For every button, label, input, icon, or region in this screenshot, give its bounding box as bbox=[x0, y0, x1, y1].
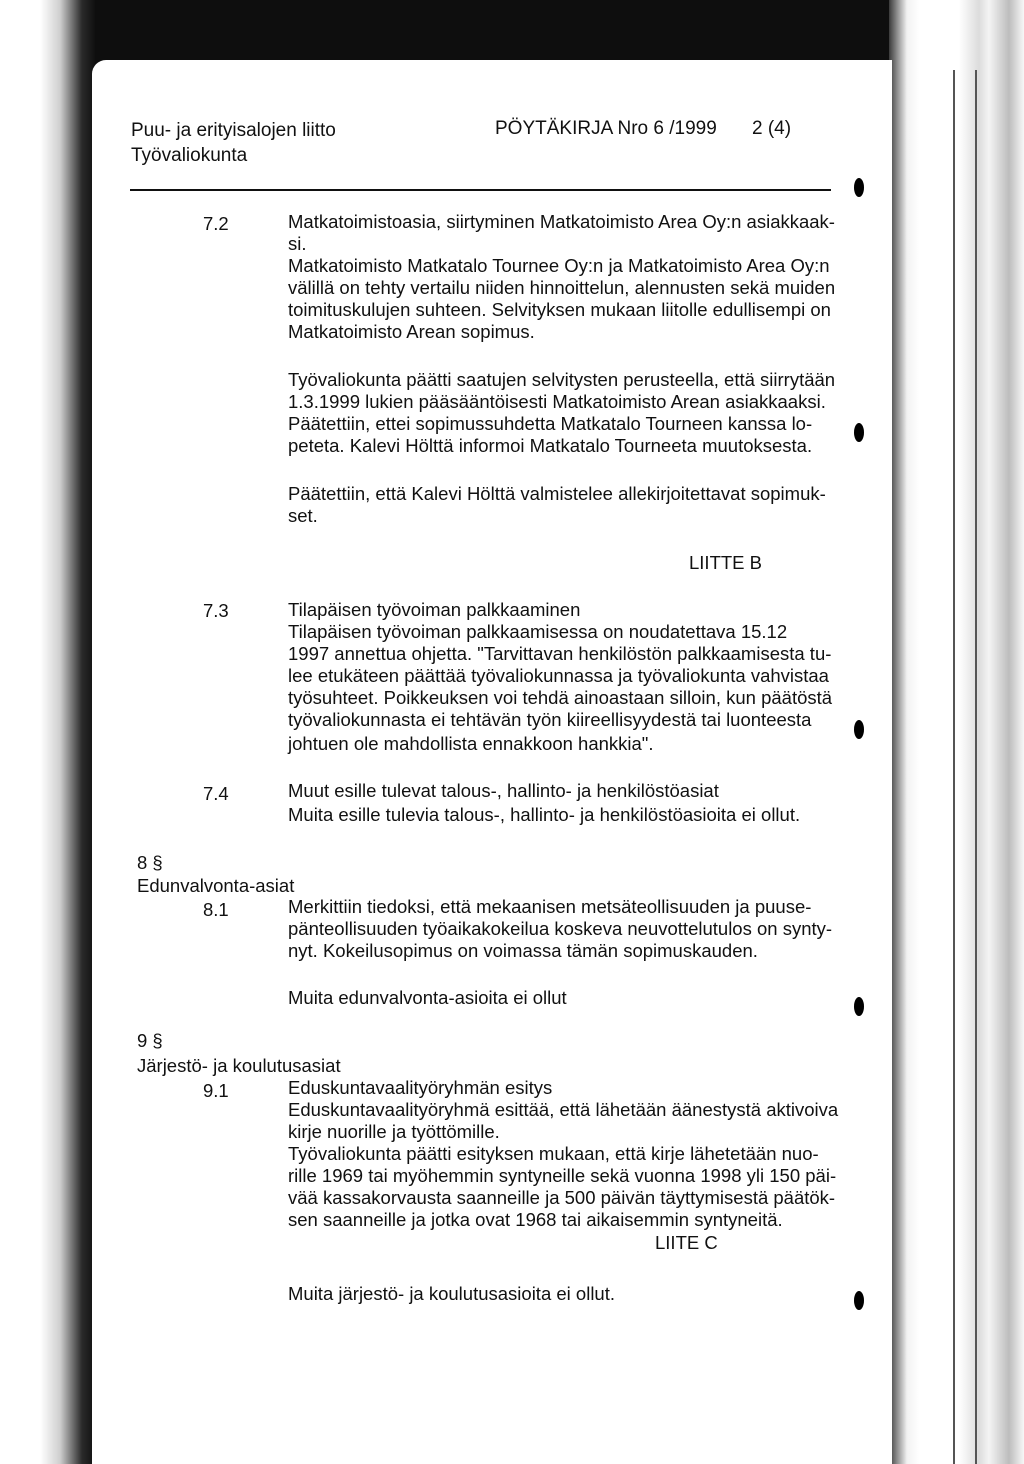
section-number: 8.1 bbox=[203, 899, 229, 920]
text-line: välillä on tehty vertailu niiden hinnoittelun, alennusten sekä muiden bbox=[288, 277, 836, 298]
text-line: Työvaliokunta päätti saatujen selvitysten perusteella, että siirrytään bbox=[288, 369, 836, 390]
section-heading: Muut esille tulevat talous-, hallinto- ja henkilöstöasiat bbox=[288, 780, 719, 801]
text-line: vää kassakorvausta saanneille ja 500 päivän täyttymisestä päätök- bbox=[288, 1187, 836, 1208]
section-number: 9.1 bbox=[203, 1080, 229, 1101]
committee-name: Työvaliokunta bbox=[131, 145, 248, 166]
scan-edge-line bbox=[975, 70, 977, 1464]
text-line: Päätettiin, että Kalevi Hölttä valmistelee allekirjoitettavat sopimuk- bbox=[288, 483, 826, 504]
text-line: johtuen ole mahdollista ennakkoon hankkia". bbox=[288, 733, 654, 754]
punch-hole bbox=[854, 423, 864, 442]
scan-border-right bbox=[889, 0, 1024, 1464]
text-line: 1.3.1999 lukien pääsääntöisesti Matkatoimisto Arean asiakkaaksi. bbox=[288, 391, 826, 412]
text-line: Muita edunvalvonta-asioita ei ollut bbox=[288, 987, 567, 1008]
attachment-label: LIITTE B bbox=[689, 552, 762, 573]
text-line: Matkatoimisto Arean sopimus. bbox=[288, 321, 535, 342]
page-number: 2 (4) bbox=[752, 118, 792, 139]
text-line: työvaliokunnasta ei tehtävän työn kiireellisyydestä tai luonteesta bbox=[288, 709, 812, 730]
text-line: sen saanneille ja jotka ovat 1968 tai aikaisemmin syntyneitä. bbox=[288, 1209, 783, 1230]
text-line: Päätettiin, ettei sopimussuhdetta Matkatalo Tourneen kanssa lo- bbox=[288, 413, 813, 434]
text-line: Tilapäisen työvoiman palkkaamisessa on noudatettava 15.12 bbox=[288, 621, 788, 642]
section-number: 7.3 bbox=[203, 600, 229, 621]
scan-border-left bbox=[0, 0, 95, 1464]
paragraph-sign: 9 § bbox=[137, 1030, 163, 1051]
paragraph-sign: 8 § bbox=[137, 852, 163, 873]
text-line: Matkatoimisto Matkatalo Tournee Oy:n ja Matkatoimisto Area Oy:n bbox=[288, 255, 830, 276]
scan-edge-line bbox=[953, 70, 955, 1464]
text-line: Matkatoimistoasia, siirtyminen Matkatoimisto Area Oy:n asiakkaak- bbox=[288, 211, 835, 232]
punch-hole bbox=[854, 997, 864, 1016]
document-number: PÖYTÄKIRJA Nro 6 /1999 bbox=[495, 118, 717, 139]
header-rule bbox=[130, 189, 831, 191]
text-line: set. bbox=[288, 505, 318, 526]
text-line: Työvaliokunta päätti esityksen mukaan, että kirje lähetetään nuo- bbox=[288, 1143, 819, 1164]
text-line: Muita järjestö- ja koulutusasioita ei ollut. bbox=[288, 1283, 615, 1304]
section-number: 7.2 bbox=[203, 213, 229, 234]
text-line: Merkittiin tiedoksi, että mekaanisen metsäteollisuuden ja puuse- bbox=[288, 896, 812, 917]
section-heading: Tilapäisen työvoiman palkkaaminen bbox=[288, 599, 581, 620]
text-line: kirje nuorille ja työttömille. bbox=[288, 1121, 500, 1142]
section-number: 7.4 bbox=[203, 783, 229, 804]
section-heading: Eduskuntavaalityöryhmän esitys bbox=[288, 1077, 553, 1098]
attachment-label: LIITE C bbox=[655, 1232, 718, 1253]
text-line: nyt. Kokeilusopimus on voimassa tämän sopimuskauden. bbox=[288, 940, 758, 961]
punch-hole bbox=[854, 178, 864, 197]
text-line: Muita esille tulevia talous-, hallinto- ja henkilöstöasioita ei ollut. bbox=[288, 804, 801, 825]
organization-name: Puu- ja erityisalojen liitto bbox=[131, 120, 336, 141]
text-line: lee etukäteen päättää työvaliokunnassa ja työvaliokunta vahvistaa bbox=[288, 665, 829, 686]
paragraph-title: Järjestö- ja koulutusasiat bbox=[137, 1055, 341, 1076]
punch-hole bbox=[854, 720, 864, 739]
text-line: pänteollisuuden työaikakokeilua koskeva neuvottelutulos on synty- bbox=[288, 918, 833, 939]
text-line: 1997 annettua ohjetta. "Tarvittavan henkilöstön palkkaamisesta tu- bbox=[288, 643, 832, 664]
text-line: työsuhteet. Poikkeuksen voi tehdä ainoastaan silloin, kun päätöstä bbox=[288, 687, 833, 708]
punch-hole bbox=[854, 1291, 864, 1310]
text-line: si. bbox=[288, 233, 307, 254]
text-line: peteta. Kalevi Hölttä informoi Matkatalo Tourneeta muutoksesta. bbox=[288, 435, 813, 456]
text-line: Eduskuntavaalityöryhmä esittää, että lähetään äänestystä aktivoiva bbox=[288, 1099, 839, 1120]
text-line: rille 1969 tai myöhemmin syntyneille sekä vuonna 1998 yli 150 päi- bbox=[288, 1165, 837, 1186]
text-line: toimituskulujen suhteen. Selvityksen mukaan liitolle edullisempi on bbox=[288, 299, 831, 320]
paragraph-title: Edunvalvonta-asiat bbox=[137, 875, 295, 896]
